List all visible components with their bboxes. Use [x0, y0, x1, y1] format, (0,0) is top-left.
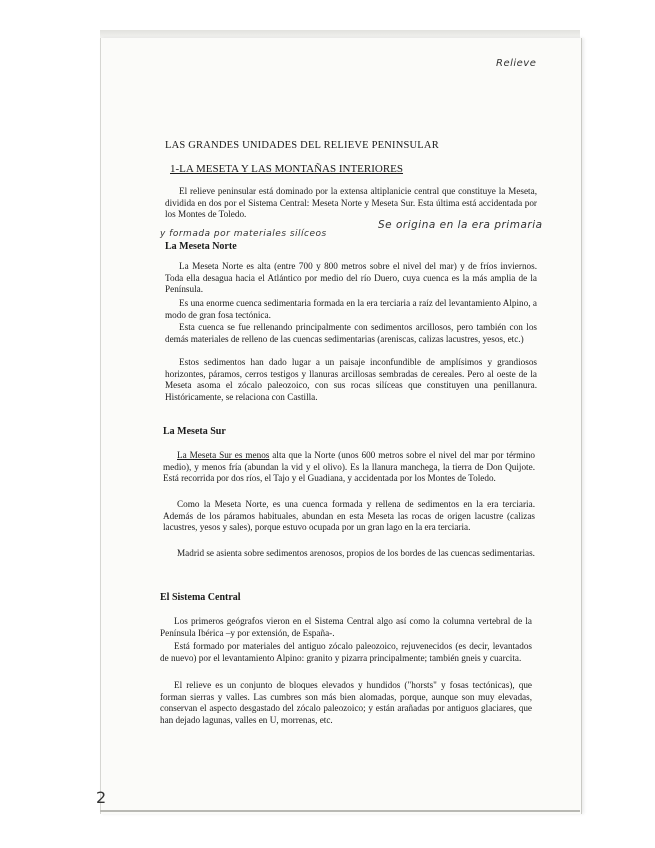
meseta-sur-paragraph-1	[163, 450, 535, 485]
document-title: LAS GRANDES UNIDADES DEL RELIEVE PENINSULAR	[165, 140, 439, 151]
intro-paragraph: El relieve peninsular está dominado por la extensa altiplanicie central que constituye la Meseta, dividida en dos por el Sistema Central: Meseta Norte y Meseta Sur. Esta última está accidentada por los Montes de Toledo.	[165, 186, 537, 220]
handwritten-note-line1: Se origina en la era primaria	[378, 219, 543, 231]
handwritten-note-line2: y formada por materiales silíceos	[160, 229, 327, 239]
meseta-norte-paragraph-3: Esta cuenca se fue rellenando principalmente con sedimentos arcillosos, pero también con los demás materiales de relleno de las cuencas sedimentarias (areniscas, calizas lacustres, yesos, etc.)	[165, 322, 537, 344]
sistema-central-paragraph-3: El relieve es un conjunto de bloques elevados y hundidos ("horsts" y fosas tectónicas), que forman sierras y valles. Las cumbres son más bien alomadas, porque, aunque son muy elevadas, conservan el aspecto desgastado del zócalo paleozoico; y están arañadas por antiguos glaciares, que han dejado lagunas, valles en U, morrenas, etc.	[160, 680, 532, 725]
heading-sistema-central: El Sistema Central	[160, 592, 241, 603]
heading-meseta-norte: La Meseta Norte	[165, 241, 237, 252]
section-heading: 1-LA MESETA Y LAS MONTAÑAS INTERIORES	[170, 163, 404, 175]
meseta-norte-paragraph-1: La Meseta Norte es alta (entre 700 y 800 metros sobre el nivel del mar) y de fríos inviernos. Toda ella desagua hacia el Atlántico por medio del río Duero, cuya cuenca es la más amplia de la Península.	[165, 261, 537, 295]
meseta-sur-paragraph-3: Madrid se asienta sobre sedimentos arenosos, propios de los bordes de las cuencas sedimentarias.	[177, 548, 535, 558]
heading-meseta-sur: La Meseta Sur	[163, 426, 226, 437]
meseta-norte-paragraph-2: Es una enorme cuenca sedimentaria formada en la era terciaria a raíz del levantamiento Alpino, a modo de gran fosa tectónica.	[165, 298, 537, 320]
meseta-norte-paragraph-4: Estos sedimentos han dado lugar a un paisaje inconfundible de amplísimos y grandiosos horizontes, páramos, cerros testigos y llanuras arcillosas sembradas de cereales. Pero al oeste de la Meseta asoma el zócalo paleozoico, con sus rocas silíceas que constituyen una penillanura. Históricamente, se relaciona con Castilla.	[165, 357, 537, 402]
meseta-sur-paragraph-1-rest: alta que la Norte (unos 600 metros sobre el nivel del mar por término medio), y menos fría (abundan la vid y el olivo). Es la llanura manchega, la tierra de Don Quijote. Está recorrida por dos ríos, el Tajo y el Guadiana, y accidentada por los Montes de Toledo.	[163, 450, 535, 484]
page-bottom-edge	[100, 810, 580, 812]
handwritten-page-number: 2	[96, 788, 107, 807]
sistema-central-paragraph-2: Está formado por materiales del antiguo zócalo paleozoico, rejuvenecidos (es decir, levantados de nuevo) por el levantamiento Alpino: granito y pizarra principalmente; también gneis y cuarcita.	[160, 641, 532, 663]
meseta-sur-paragraph-2: Como la Meseta Norte, es una cuenca formada y rellena de sedimentos en la era terciaria. Además de los páramos habituales, abundan en esta Meseta las rocas de origen lacustre (calizas lacustres, yesos y sales), porque estuvo ocupada por un gran lago en la era terciaria.	[163, 499, 535, 533]
meseta-sur-underlined-phrase: La Meseta Sur es menos	[177, 450, 270, 460]
handwritten-subject-label: Relieve	[496, 58, 537, 69]
sistema-central-paragraph-1: Los primeros geógrafos vieron en el Sistema Central algo así como la columna vertebral de la Península Ibérica –y por extensión, de España-.	[160, 616, 532, 638]
